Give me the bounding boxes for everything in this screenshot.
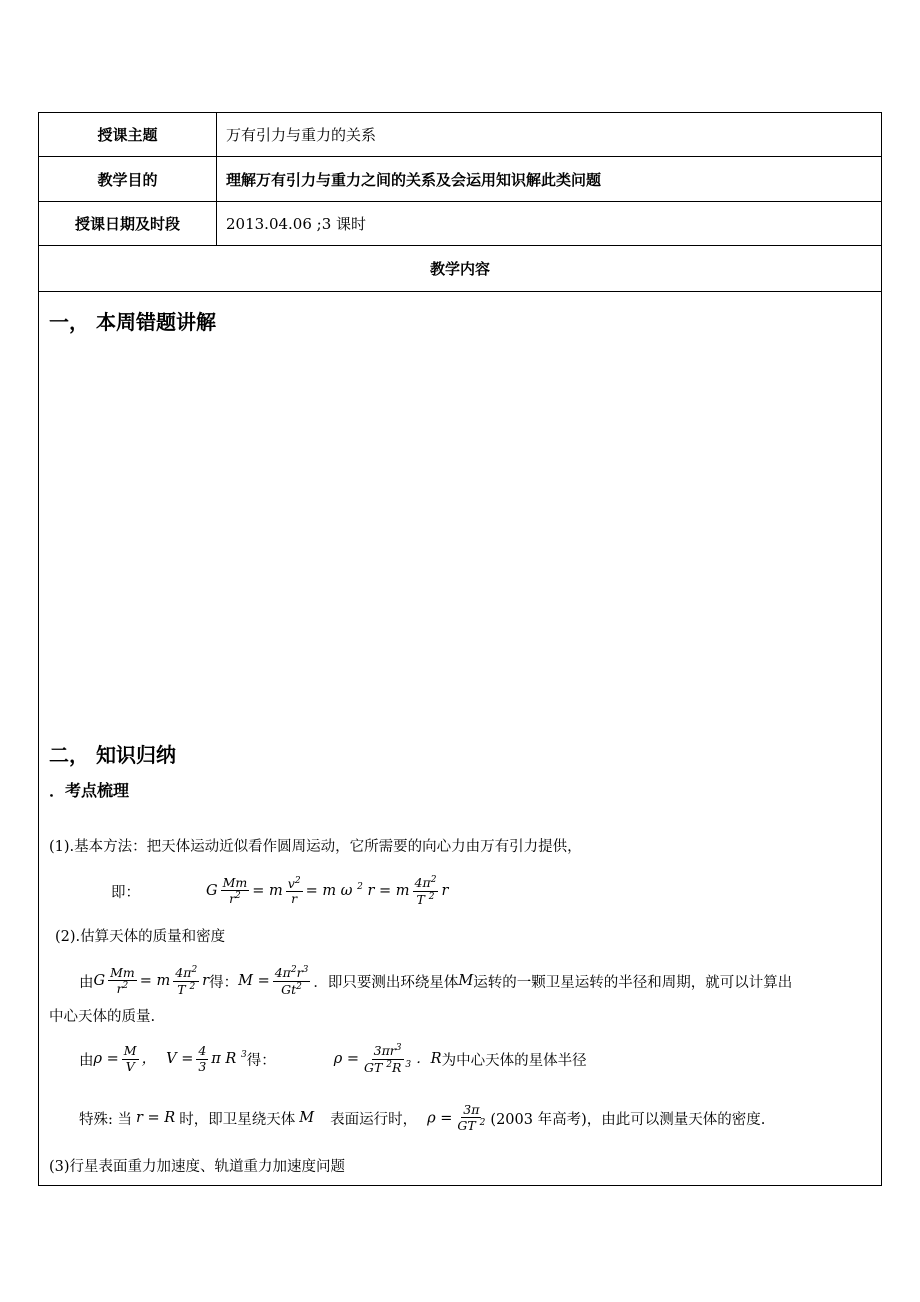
date-value: 2013.04.06 ;3 课时: [226, 215, 367, 233]
lesson-plan-table: [38, 112, 882, 1186]
formula-line-2: 由 G $\frac{Mm}{r^2}$ = m $\frac{4\pi^2}{T ^2}$ r 得： M = $\frac{4\pi^2r^3}{Gt^2}$ ．即只要测出环绕星体 M 运转的一颗卫星运转的半径和周期，就可以计算出: [79, 964, 793, 997]
formula-2-rest2: 运转的一颗卫星运转的半径和周期，就可以计算出: [473, 974, 793, 991]
formula-4-rest: (2003 年高考)，由此可以测量天体的密度.: [490, 1111, 766, 1128]
formula-1: G $\frac{Mm}{r^2}$ = m $\frac{v^2}{r}$ = m ω $^2$ r = m $\frac{4\pi^2}{T ^2}$ r: [206, 874, 449, 907]
formula-3-density-def: ρ = $\frac{M}{V}$ ，: [93, 1043, 157, 1074]
formula-2-rest: ．即只要测出环绕星体: [313, 974, 459, 991]
section-1-heading: 一， 本周错题讲解: [49, 310, 216, 334]
row-content-header: [39, 246, 881, 292]
formula-2-de: 得：: [209, 974, 239, 991]
formula-3-de: 得：: [246, 1052, 276, 1069]
para-estimate: (2).估算天体的质量和密度: [55, 929, 226, 945]
formula-2-mass: M = $\frac{4\pi^2r^3}{Gt^2}$: [238, 965, 309, 997]
formula-3-prefix: 由: [79, 1052, 94, 1069]
formula-4-density: ρ = $\frac{3\pi}{GT ^2}$: [427, 1102, 486, 1134]
row-topic: [39, 113, 881, 157]
formula-line-3: [79, 1043, 587, 1075]
date-label: 授课日期及时段: [39, 202, 217, 245]
topic-value: 万有引力与重力的关系: [226, 126, 377, 144]
formula-1-prefix: 即：: [111, 884, 140, 901]
formula-2-prefix: 由: [79, 974, 94, 991]
formula-3-rest: 为中心天体的星体半径: [441, 1052, 587, 1069]
formula-3-volume: V = $\frac{4}{3}$ π R $^3$: [166, 1043, 247, 1074]
formula-4-prefix: 特殊: 当: [79, 1111, 132, 1128]
purpose-value: 理解万有引力与重力之间的关系及会运用知识解此类问题: [226, 170, 602, 189]
formula-line-4: 特殊: 当 r = R 时，即卫星绕天体 M 表面运行时， ρ = $\frac{3\pi}{GT ^2}$ (2003 年高考)，由此可以测量天体的密度.: [79, 1102, 766, 1134]
topic-label: 授课主题: [39, 113, 217, 156]
para-gravity-accel: (3)行星表面重力加速度、轨道重力加速度问题: [49, 1159, 346, 1175]
para-center-mass: 中心天体的质量.: [49, 1009, 156, 1025]
section-2-heading: 二， 知识归纳: [49, 743, 176, 767]
row-date: [39, 202, 881, 246]
formula-3-density: ρ = $\frac{3\pi r^3}{GT ^2R ^3}$ ．R: [333, 1043, 442, 1075]
formula-4-mid: 时，即卫星绕天体: [179, 1111, 296, 1128]
formula-line-1: [111, 875, 448, 907]
formula-2: G $\frac{Mm}{r^2}$ = m $\frac{4\pi^2}{T ^2}$ r: [93, 964, 210, 997]
para-basic-method: (1).基本方法：把天体运动近似看作圆周运动，它所需要的向心力由万有引力提供，: [49, 839, 582, 855]
formula-4-mid2: 表面运行时，: [330, 1111, 418, 1128]
kaodian-heading: ．考点梳理: [49, 781, 130, 800]
content-header: 教学内容: [429, 260, 490, 278]
row-purpose: [39, 157, 881, 202]
purpose-label: 教学目的: [39, 157, 217, 201]
